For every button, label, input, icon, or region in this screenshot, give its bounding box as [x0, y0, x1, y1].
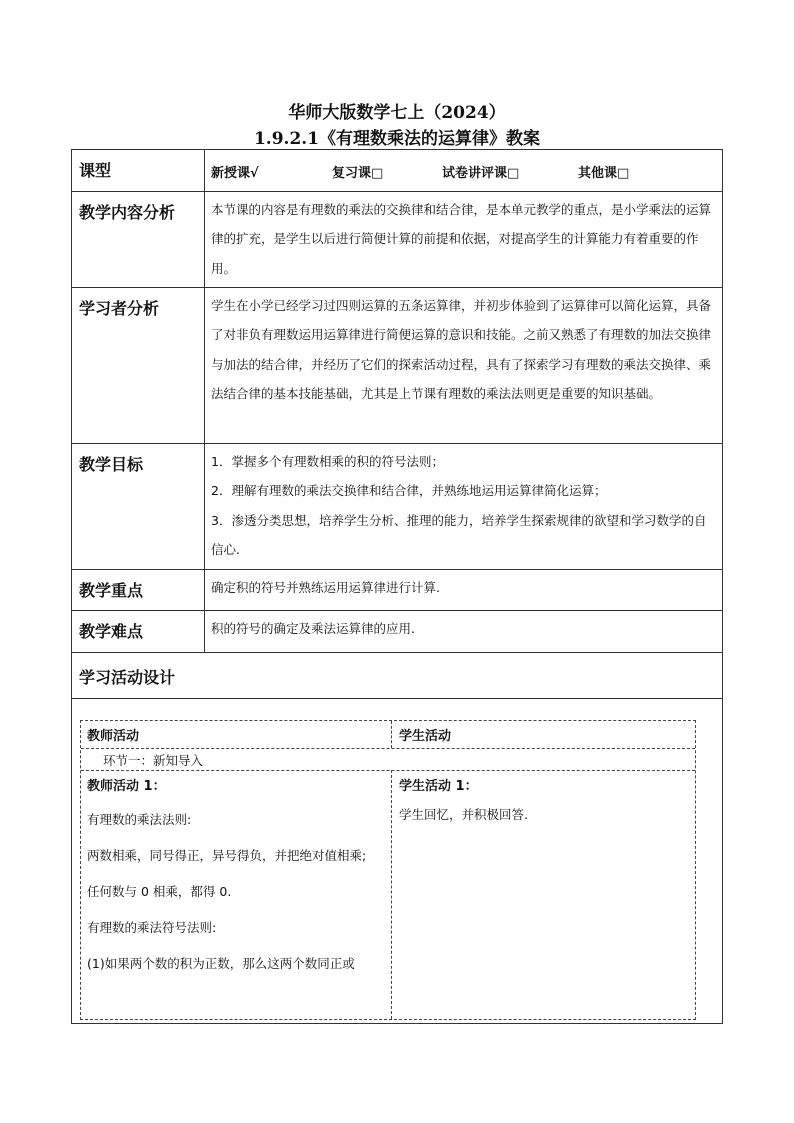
teacher-line: 任何数与 0 相乘，都得 0. — [87, 884, 232, 899]
student-activity-content: 学生回忆，并积极回答. — [399, 807, 528, 822]
document-title: 华师大版数学七上（2024） — [288, 103, 506, 123]
student-activity-title: 学生活动 1： — [399, 779, 478, 794]
learner-analysis-text: 学生在小学已经学习过四则运算的五条运算律，并初步体验到了运算律可以简化运算，具备了对非负有理数运用运算律进行简便运算的意识和技能。之前又熟悉了有理数的加法交换律与加法的结合律，并经历了它们的探索活动过程，具有了探索学习有理数的乘法交换律、乘法结合律的基本技能基础，尤其是上节课有理数的乘法法则更是重要的知识基础。 — [205, 287, 723, 443]
goal-item: 3．渗透分类思想，培养学生分析、推理的能力，培养学生探索规律的欲望和学习数学的自信心. — [211, 512, 707, 557]
teacher-line: 有理数的乘法法则: — [87, 812, 192, 827]
row-goals — [72, 443, 723, 569]
student-activity-header: 学生活动 — [399, 729, 452, 744]
divider — [391, 721, 392, 748]
teacher-activity-title: 教师活动 1： — [87, 779, 166, 794]
teacher-activity-header: 教师活动 — [87, 729, 140, 744]
teacher-activity-content — [87, 802, 385, 982]
row-learner-analysis — [72, 287, 723, 443]
divider — [391, 770, 392, 1019]
row-type — [72, 150, 723, 192]
teacher-line: 两数相乘，同号得正，异号得负，并把绝对值相乘; — [87, 848, 367, 863]
option-other-lesson: 其他课□ — [578, 166, 630, 181]
label-activity-design: 学习活动设计 — [72, 652, 723, 698]
option-test-review-lesson: 试卷讲评课□ — [442, 166, 520, 181]
row-key-points — [72, 569, 723, 610]
label-content-analysis: 教学内容分析 — [72, 191, 205, 287]
goal-item: 1．掌握多个有理数相乘的积的符号法则； — [211, 453, 444, 469]
row-content-analysis — [72, 191, 723, 287]
content-analysis-text: 本节课的内容是有理数的乘法的交换律和结合律，是本单元教学的重点，是小学乘法的运算律的扩充，是学生以后进行简便计算的前提和依据，对提高学生的计算能力有着重要的作用。 — [205, 191, 723, 287]
divider — [81, 748, 695, 749]
divider — [81, 770, 695, 771]
label-difficulties: 教学难点 — [72, 610, 205, 652]
row-activity-design — [72, 652, 723, 698]
key-points-text: 确定积的符号并熟练运用运算律进行计算. — [205, 569, 723, 610]
label-type: 课型 — [72, 150, 205, 192]
teacher-line: 有理数的乘法符号法则: — [87, 920, 217, 935]
stage-label: 环节一：新知导入 — [103, 753, 204, 768]
type-options — [205, 150, 723, 192]
goal-item: 2．理解有理数的乘法交换律和结合律，并熟练地运用运算律简化运算； — [211, 483, 607, 498]
option-review-lesson: 复习课□ — [332, 166, 384, 181]
teacher-line: (1)如果两个数的积为正数，那么这两个数同正或 — [87, 956, 355, 971]
goals-list — [205, 443, 723, 569]
activity-table — [80, 720, 696, 1020]
row-difficulties — [72, 610, 723, 652]
difficulties-text: 积的符号的确定及乘法运算律的应用. — [205, 610, 723, 652]
label-goals: 教学目标 — [72, 443, 205, 569]
lesson-title: 1.9.2.1《有理数乘法的运算律》教案 — [253, 129, 541, 149]
label-learner-analysis: 学习者分析 — [72, 287, 205, 443]
option-new-lesson: 新授课√ — [211, 166, 259, 181]
label-key-points: 教学重点 — [72, 569, 205, 610]
